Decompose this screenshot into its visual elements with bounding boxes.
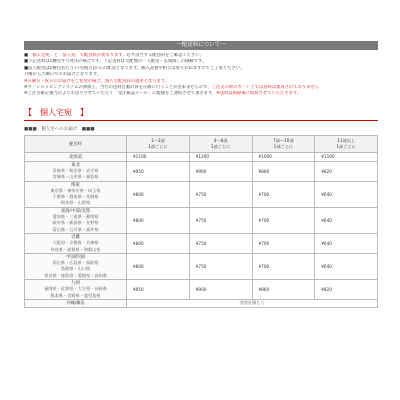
price-cell: ¥800	[127, 181, 190, 207]
price-cell: ¥750	[189, 207, 252, 233]
prefecture-list: 香川県・徳島県・愛媛県・高知県	[44, 272, 107, 278]
price-cell: ¥950	[127, 280, 190, 300]
price-cell: ¥1100	[315, 152, 378, 161]
price-cell: ¥640	[315, 181, 378, 207]
price-cell: ¥1100	[127, 152, 190, 161]
prefecture-list: 富山県・石川県・福井県	[52, 226, 99, 232]
region-cell	[25, 181, 127, 207]
prefecture-list: 福岡県・佐賀県・大分県・長崎県	[44, 286, 107, 292]
prefecture-list: 岐阜県・新潟県・長野県	[52, 220, 99, 226]
region-cell	[25, 152, 127, 161]
price-cell: ¥640	[315, 234, 378, 254]
table-row	[25, 181, 378, 207]
region-cell	[25, 280, 127, 300]
price-cell: ¥1000	[252, 152, 315, 161]
price-cell: ¥700	[252, 234, 315, 254]
price-cell: ¥700	[252, 207, 315, 233]
price-cell: ¥860	[252, 161, 315, 181]
table-row	[25, 299, 378, 307]
tier-unit: 1部ごとに	[148, 143, 168, 149]
header-area: 配送料	[25, 135, 127, 152]
region-name: 中国/四国	[65, 254, 86, 260]
region-name: 九州	[71, 281, 80, 287]
note-text: 「個人宅宛」と「法人宛」で配送料が異なります。	[28, 53, 127, 58]
price-cell: ¥860	[252, 280, 315, 300]
tier-range: 7部〜10部	[273, 138, 294, 144]
price-cell: ¥1200	[189, 152, 252, 161]
prefecture-list: 千葉県・群馬県・茨城県	[52, 194, 99, 200]
price-cell: ¥900	[189, 280, 252, 300]
prefecture-list: 愛知県・三重県・静岡県	[52, 213, 99, 219]
price-cell: ¥820	[315, 161, 378, 181]
prefecture-list: 島根県・山口県	[60, 266, 91, 272]
price-cell: ¥640	[315, 253, 378, 279]
table-row	[25, 152, 378, 161]
note-text: ■下記送料は1梱包ずつ発送の場合です。下記送料は宅配便の一人配送・玄関渡しの価格です。	[24, 59, 207, 65]
region-name: 東海/中部/北陸	[60, 208, 91, 214]
shipping-note	[24, 91, 378, 97]
region-cell	[25, 161, 127, 181]
prefecture-list: 青森県・秋田県・岩手県	[52, 167, 99, 173]
tier-range: 1〜3部	[151, 138, 165, 144]
header-tier-3	[252, 135, 315, 152]
quote-note: 別途見積もり	[127, 299, 378, 307]
price-cell: ¥750	[189, 181, 252, 207]
table-row	[25, 234, 378, 254]
table-row	[25, 161, 378, 181]
tier-range: 4〜6部	[213, 138, 228, 144]
price-cell: ¥800	[127, 234, 190, 254]
prefecture-list: 東京都・神奈川県・埼玉県	[50, 187, 101, 193]
table-row	[25, 280, 378, 300]
shipping-rate-table	[24, 135, 378, 308]
table-header-row	[25, 135, 378, 152]
prefecture-list: 熊本県・宮崎県・鹿児島県	[50, 292, 101, 298]
tier-unit: 1部ごとに	[336, 143, 356, 149]
region-name: 東北	[71, 162, 80, 168]
header-tier-2	[189, 135, 252, 152]
price-cell: ¥800	[127, 253, 190, 279]
prefecture-list: 岡山県・広島県・鳥取県	[52, 259, 99, 265]
prefecture-list: 栃木県・山梨県	[60, 200, 91, 206]
region-name: 沖縄/離島	[25, 299, 127, 307]
header-tier-1	[127, 135, 190, 152]
prefecture-list: 奈良県・滋賀県・和歌山県	[50, 246, 101, 252]
table-row	[25, 253, 378, 279]
note-text: ■法人配送は1梱包あたり千円(税込)からの配送となります。搬入設置や組立は承りかねますのでご了承ください。	[24, 65, 245, 71]
price-cell: ¥750	[189, 234, 252, 254]
region-name: 関東	[71, 182, 80, 188]
shipping-info-banner: 一配送料について一	[24, 41, 378, 50]
prefecture-list: 大阪府・京都府・兵庫県	[52, 240, 99, 246]
tier-unit: 1部ごとに	[273, 143, 294, 149]
note-text: ※ご注文確定後当店よりお送りさせていただく「受注確認メール」に総額をご連絡させて頂きます。	[24, 91, 217, 97]
section-title-individual: 【 個人宅宛 】	[24, 106, 378, 121]
shipping-rate-body	[25, 152, 378, 307]
prefecture-list: 宮城県・山形県・福島県	[52, 174, 99, 180]
region-name: 北海道	[68, 154, 83, 160]
price-cell: ¥700	[252, 181, 315, 207]
note-text: 月曜から土曜日でのお届けとなります。	[24, 72, 101, 78]
region-cell	[25, 207, 127, 233]
individual-delivery-heading: ■■■ 個人宅へのお届け ■■■	[24, 126, 95, 132]
page-container	[24, 41, 378, 308]
tier-range: 11部以上	[337, 138, 356, 144]
note-text: ■	[24, 53, 29, 58]
price-cell: ¥750	[189, 253, 252, 279]
shipping-notes	[24, 53, 378, 98]
region-cell	[25, 253, 127, 279]
price-cell: ¥800	[127, 207, 190, 233]
price-cell: ¥640	[315, 207, 378, 233]
region-name: 近畿	[71, 235, 80, 241]
note-text: ※日曜日・祝日のお届けをご希望の場合、個人宅配送料の適用となります。	[24, 78, 170, 84]
note-text: ※ザ・ショッピングシステムの関係上、当社の送料自動計算を正確に行うことが出来ませんので、	[24, 85, 212, 91]
price-cell: ¥950	[127, 161, 190, 181]
price-cell: ¥820	[315, 280, 378, 300]
note-text: ご注文の際のカート上では送料は加算されておりません	[211, 85, 320, 91]
region-cell	[25, 234, 127, 254]
header-tier-4	[315, 135, 378, 152]
note-text: ※送料は削除後に加算させていただきます。	[216, 91, 302, 97]
tier-unit: 1部ごとに	[210, 143, 231, 149]
table-row	[25, 207, 378, 233]
price-cell: ¥700	[252, 253, 315, 279]
price-cell: ¥900	[189, 161, 252, 181]
note-text: 必ず該当する配送料をご確認ください。	[126, 53, 204, 58]
